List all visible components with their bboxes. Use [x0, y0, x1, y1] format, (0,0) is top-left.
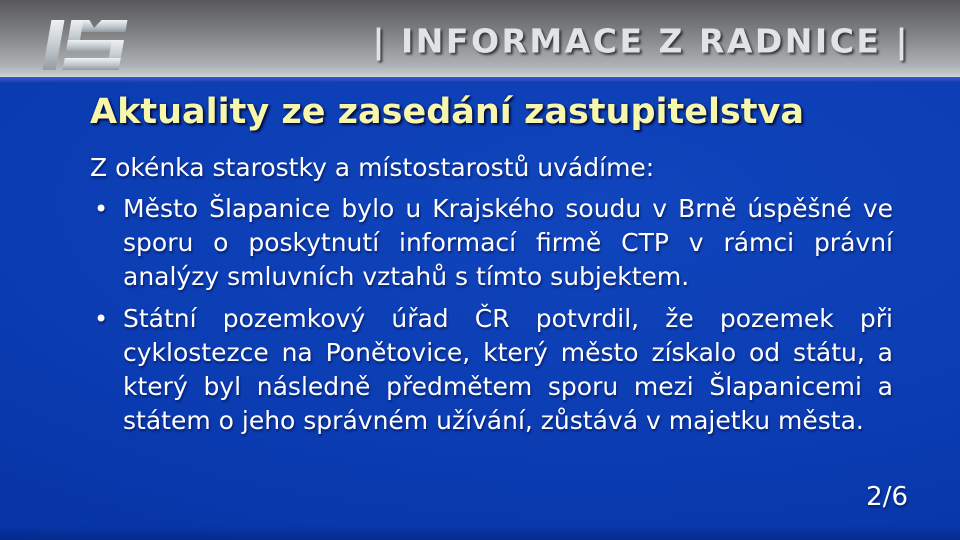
bullet-marker-icon: • — [94, 305, 109, 333]
header-banner-title: | INFORMACE Z RADNICE | — [372, 20, 910, 60]
slide-body — [0, 83, 960, 540]
bullet-text: Státní pozemkový úřad ČR potvrdil, že pozemek při cyklostezce na Ponětovice, který město získalo od státu, a který byl následně předmětem sporu mezi Šlapanicemi a státem o jeho správném užívání, zůstává v majetku města. — [123, 304, 893, 435]
slide-title: Aktuality ze zasedání zastupitelstva — [90, 92, 804, 132]
page-indicator: 2/6 — [866, 482, 908, 512]
is-logo-icon — [40, 16, 130, 74]
bullet-list — [90, 192, 893, 446]
bullet-marker-icon: • — [94, 195, 109, 223]
bullet-item — [90, 192, 893, 294]
bullet-text: Město Šlapanice bylo u Krajského soudu v Brně úspěšné ve sporu o poskytnutí informací firmě CTP v rámci právní analýzy smluvních vztahů s tímto subjektem. — [123, 194, 893, 291]
bullet-item — [90, 302, 893, 438]
intro-text: Z okénka starostky a místostarostů uvádíme: — [90, 153, 655, 182]
slide-header — [0, 0, 960, 77]
